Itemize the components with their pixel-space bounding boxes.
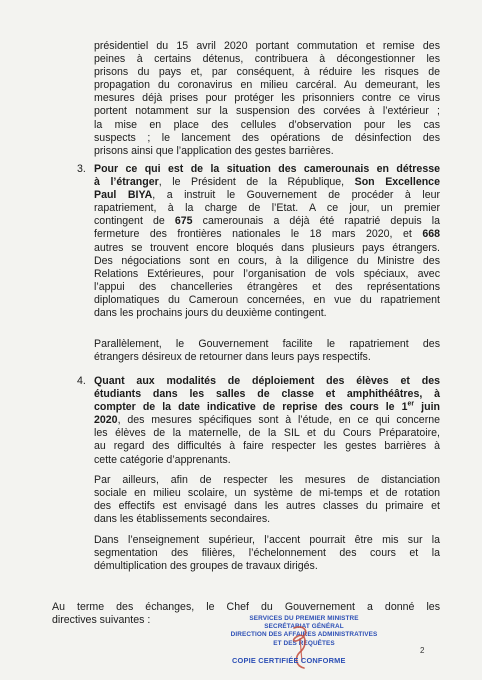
text-line: segmentation des filières, l’échelonnement des cours et la — [94, 547, 440, 560]
bold-text: Quant aux modalités de déploiement des élèves et des — [94, 375, 440, 387]
bold-text: 2020 — [94, 414, 118, 427]
certified-copy-label: COPIE CERTIFIÉE CONFORME — [232, 656, 346, 665]
bold-text: Son Excellence — [354, 176, 440, 189]
text: fermeture des frontières nationales le 18 mars 2020, et — [94, 228, 423, 241]
text-line — [94, 176, 440, 189]
text-line: suspects ; le lancement des opérations de désinfection des — [94, 131, 440, 144]
text-line: Par ailleurs, afin de respecter les mesures de distanciation — [94, 474, 440, 486]
item-3-paragraph — [94, 163, 440, 320]
text-line: peines à certains détenus, contribuera à décongestionner les — [94, 53, 440, 66]
text-line — [94, 401, 440, 414]
continuation-paragraph — [94, 40, 440, 158]
text-line: Des négociations sont en cours, à la diligence du Ministre des — [94, 254, 440, 267]
stamp-line: ET DES REQUÊTES — [273, 639, 335, 647]
stamp-line: SECRÉTARIAT GÉNÉRAL — [264, 623, 344, 631]
text-line: la mise en place des cellules d’observation pour les cas — [94, 118, 440, 131]
text: contingent de — [94, 215, 175, 228]
bold-text: juin — [414, 401, 440, 414]
text-line — [94, 388, 440, 401]
text-line: prisons ainsi que l’application des gestes barrières. — [94, 144, 334, 157]
text-line: prisons du pays et, par conséquent, à réduire les risques de — [94, 66, 440, 79]
text-line: sociale en milieu scolaire, un système de mi-temps et de rotation — [94, 487, 440, 500]
stamp-line: SERVICES DU PREMIER MINISTRE — [249, 615, 359, 622]
item-number: 4. — [77, 375, 86, 387]
text-line: portent notamment sur la suspension des corvées à l’extérieur ; — [94, 105, 440, 118]
item-4-paragraph — [94, 375, 440, 467]
bold-text: 675 — [174, 215, 193, 228]
text-line — [94, 189, 440, 202]
text-line: Relations Extérieures, pour l’organisation de vols spéciaux, avec — [94, 267, 440, 280]
text-line: mesures déjà prises pour protéger les prisonniers contre ce virus — [94, 92, 440, 105]
text: camerounais a déjà été rapatrié depuis la — [192, 215, 440, 228]
bold-text: compter de la date indicative de reprise des cours le 1 — [94, 401, 408, 414]
bold-text: à l’étranger — [94, 176, 159, 189]
text: , a instruit le Gouvernement de procéder à leur — [152, 189, 440, 202]
bold-text: étudiants dans les salles de classe et amphithéâtres, à — [94, 388, 440, 401]
text-line — [94, 414, 440, 427]
text-line — [94, 215, 440, 228]
text-line: les élèves de la maternelle, de la SIL et du Cours Préparatoire, — [94, 427, 440, 440]
text-line: autres se trouvent encore bloqués dans plusieurs pays étrangers. — [94, 241, 440, 254]
text-line: dans les prochains jours du deuxième contingent. — [94, 307, 327, 320]
text-line: rapatriement, à la charge de l’Etat. A ce jour, un premier — [94, 202, 440, 215]
stamp-line: DIRECTION DES AFFAIRES ADMINISTRATIVES — [230, 631, 378, 639]
superscript: er — [407, 400, 415, 408]
item-4-second-paragraph — [94, 474, 440, 526]
bold-text: Paul BIYA — [94, 189, 153, 202]
text-line: des effectifs est envisagé dans les autres classes du primaire et — [94, 500, 440, 513]
bold-text: Pour ce qui est de la situation des camerounais en détresse — [94, 163, 440, 175]
item-3-second-paragraph — [94, 338, 440, 364]
page-number: 2 — [420, 646, 425, 655]
text: , des mesures spécifiques sont à l’étude, en ce qui concerne — [117, 414, 440, 427]
item-4-third-paragraph — [94, 534, 440, 573]
text-line — [94, 163, 440, 176]
text-line: démultiplication des groupes de travaux dirigés. — [94, 560, 318, 573]
text-line: cette catégorie d’apprenants. — [94, 453, 231, 466]
text: , le Président de la République, — [158, 176, 355, 189]
text-line: présidentiel du 15 avril 2020 portant commutation et remise des — [94, 40, 440, 52]
item-number: 3. — [77, 163, 86, 175]
bold-text: 668 — [422, 228, 440, 241]
text-line: étrangers désireux de retourner dans leurs pays respectifs. — [94, 351, 371, 364]
text-line: Au terme des échanges, le Chef du Gouvernement a donné les — [52, 601, 440, 613]
text-line: diplomatiques du Cameroun concernées, en vue du rapatriement — [94, 293, 440, 306]
text-line: Parallèlement, le Gouvernement facilite le rapatriement des — [94, 338, 440, 350]
text-line: propagation du coronavirus en milieu carcéral. Au demeurant, les — [94, 79, 440, 92]
text-line: Dans l’enseignement supérieur, l’accent pourrait être mis sur la — [94, 534, 440, 546]
text-line: dans les établissements secondaires. — [94, 513, 271, 526]
text-line: au regard des difficultés à faire respecter les gestes barrières à — [94, 440, 440, 453]
text-line — [94, 375, 440, 388]
text-line: directives suivantes : — [52, 614, 151, 627]
text-line — [94, 228, 440, 241]
text-line: l’appui des chancelleries étrangères et des représentations — [94, 280, 440, 293]
